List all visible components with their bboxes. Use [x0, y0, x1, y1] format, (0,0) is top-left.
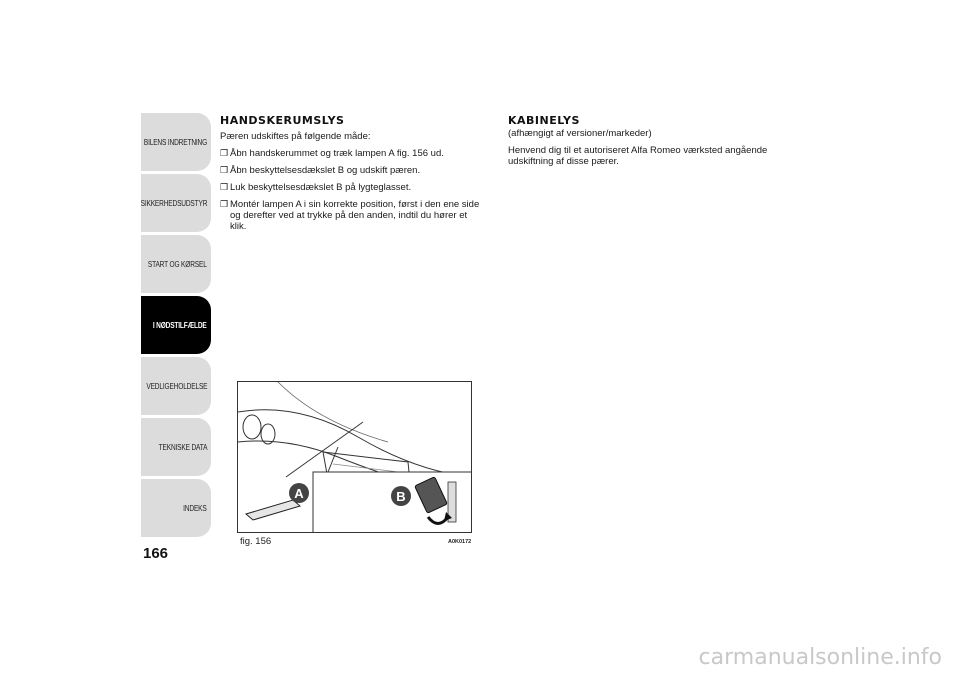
- section-subtitle: (afhængigt af versioner/markeder): [508, 128, 652, 139]
- label-b-badge: B: [391, 486, 411, 506]
- tab-tekniske-data[interactable]: [141, 418, 211, 476]
- watermark: carmanualsonline.info: [698, 645, 942, 670]
- tab-label: START OG KØRSEL: [148, 259, 207, 269]
- tab-label: VEDLIGEHOLDELSE: [146, 381, 207, 391]
- checkbox-bullet-icon: ❒: [220, 165, 229, 175]
- tab-bilens-indretning[interactable]: [141, 113, 211, 171]
- steps-list: [220, 148, 480, 232]
- list-item: ❒ Montér lampen A i sin korrekte position, først i den ene side og derefter ved at trykke på den anden, indtil du hører et klik.: [220, 199, 480, 232]
- tab-vedligeholdelse[interactable]: [141, 357, 211, 415]
- tab-label: I NØDSTILFÆLDE: [153, 320, 207, 330]
- tab-i-nodstilfaelde[interactable]: [141, 296, 211, 354]
- glovebox-illustration: [238, 382, 472, 533]
- glovebox-light-section: [220, 114, 480, 238]
- tab-sikkerhedsudstyr[interactable]: [141, 174, 211, 232]
- section-heading: KABINELYS: [508, 114, 580, 127]
- intro-text: Pæren udskiftes på følgende måde:: [220, 131, 371, 142]
- page-number: 166: [143, 545, 169, 562]
- tab-label: INDEKS: [183, 503, 207, 513]
- tab-label: TEKNISKE DATA: [158, 442, 207, 452]
- checkbox-bullet-icon: ❒: [220, 148, 229, 158]
- section-heading: HANDSKERUMSLYS: [220, 114, 345, 127]
- figure-code: A0K0172: [448, 539, 472, 545]
- body-text: Henvend dig til et autoriseret Alfa Romeo værksted angående udskiftning af disse pærer.: [508, 145, 768, 167]
- cabin-light-section: [508, 114, 778, 167]
- checkbox-bullet-icon: ❒: [220, 199, 229, 209]
- list-item: ❒ Åbn beskyttelsesdækslet B og udskift pæren.: [220, 165, 421, 176]
- list-item: ❒ Luk beskyttelsesdækslet B på lygteglasset.: [220, 182, 412, 193]
- tab-indeks[interactable]: [141, 479, 211, 537]
- checkbox-bullet-icon: ❒: [220, 182, 229, 192]
- label-a-badge: A: [289, 483, 309, 503]
- tab-label: SIKKERHEDSUDSTYR: [140, 198, 207, 208]
- figure-156: [237, 381, 472, 533]
- tab-start-og-korsel[interactable]: [141, 235, 211, 293]
- tab-label: BILENS INDRETNING: [143, 137, 207, 147]
- list-item: ❒ Åbn handskerummet og træk lampen A fig. 156 ud.: [220, 148, 444, 159]
- chapter-tabs: [141, 113, 211, 540]
- figure-caption: fig. 156: [240, 536, 272, 547]
